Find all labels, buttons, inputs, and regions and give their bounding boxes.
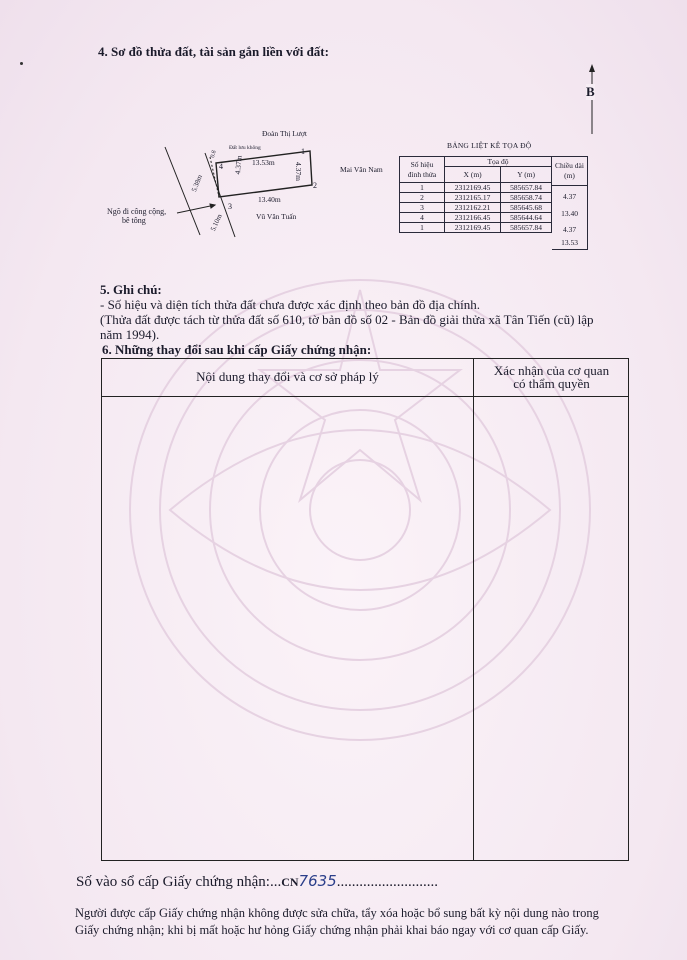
length-value: 4.37 [562,192,577,201]
changes-table [101,358,629,861]
road-label-2: bê tông [122,216,146,225]
coord-table-title: BẢNG LIỆT KÊ TỌA ĐỘ [447,141,532,150]
changes-col-confirm-header: Xác nhận của cơ quan có thẩm quyền [493,363,610,391]
header-rule [102,396,628,397]
changes-col-content-header: Nội dung thay đổi và cơ sở pháp lý [196,369,379,384]
owner-south: Vũ Văn Tuấn [256,212,297,221]
header-id: Số hiệu đỉnh thửa [400,157,445,183]
road-label-1: Ngõ đi công cộng, [107,207,167,216]
vertex-4: 4 [219,162,223,171]
header-x: X (m) [445,167,501,183]
north-label: B [586,84,595,99]
table-row: 4 2312166.45 585644.64 [400,213,552,223]
note-line-1: - Số hiệu và diện tích thửa đất chưa được xác định theo bản đồ địa chính. [100,297,480,312]
length-value: 13.53 [561,238,578,247]
registry-prefix: CN [281,875,299,889]
column-divider [473,359,474,860]
note-line-3: năm 1994). [100,327,160,342]
table-row: 2 2312165.17 585658.74 [400,193,552,203]
table-row: 1 2312169.45 585657.84 [400,223,552,233]
registry-number: 7635 [298,872,337,890]
edge-bottom-length: 13.40m [258,195,281,204]
offset-label: 0.8 [210,149,218,159]
registry-line: Số vào sổ cấp Giấy chứng nhận:...CN7635........................... [76,872,438,890]
length-column [552,156,588,250]
edge-right-length: 4.37m [294,162,303,181]
footer-warning: Người được cấp Giấy chứng nhận không được sửa chữa, tẩy xóa hoặc bổ sung bất kỳ nội dung nào trong Giấy chứng nhận; khi bị mất hoặc hư hỏng Giấy chứng nhận phải khai báo ngay với cơ quan cấp Giấy. [75,906,599,937]
edge-top-length: 13.53m [252,158,275,167]
header-coord: Tọa độ [445,157,552,167]
table-row: 1 2312169.45 585657.84 [400,183,552,193]
edge-left-length: 4.37m [233,155,244,175]
header-length: Chiều dài (m) [552,157,587,186]
road-width-top: 5.38m [190,173,205,193]
table-row: 3 2312162.21 585645.68 [400,203,552,213]
vertex-2: 2 [313,181,317,190]
registry-label: Số vào sổ cấp Giấy chứng nhận: [76,874,270,890]
section5-title: 5. Ghi chú: [100,282,162,297]
length-value: 13.40 [561,209,578,218]
length-value: 4.37 [562,225,577,234]
header-y: Y (m) [501,167,552,183]
section6-title: 6. Những thay đổi sau khi cấp Giấy chứng nhận: [102,342,372,357]
note-line-2: (Thửa đất được tách từ thửa đất số 610, tờ bản đồ số 02 - Bản đồ giải thửa xã Tân Tiến (cũ) lập [100,312,594,327]
owner-east: Mai Văn Nam [340,165,383,174]
coord-table [399,156,552,233]
north-arrow-icon [582,64,602,136]
road-width-bottom: 5.10m [209,212,224,233]
road-pointer [177,205,215,213]
vertex-3: 3 [228,202,232,211]
vertex-1: 1 [301,147,305,156]
section4-title: 4. Sơ đồ thửa đất, tài sản gắn liền với đất: [98,44,329,59]
section5-notes [100,282,640,342]
margin-mark [20,62,23,65]
owner-north: Đoàn Thị Lượt [262,129,307,138]
parcel-sketch [105,125,345,245]
drain-label: Đất lưu không [229,145,261,151]
